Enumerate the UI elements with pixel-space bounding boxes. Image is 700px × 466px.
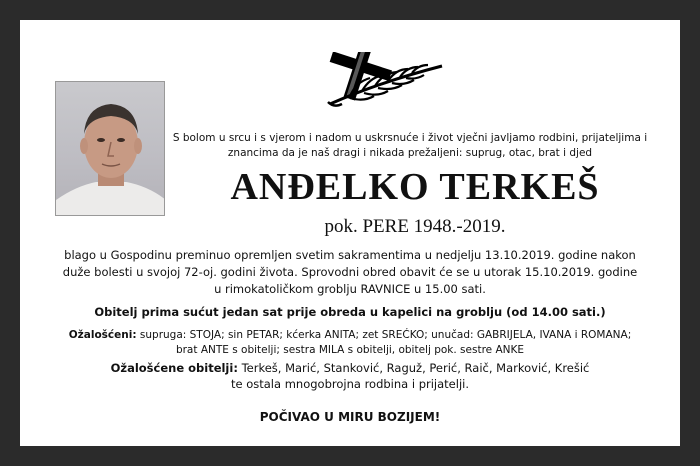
mourners-line: [40, 328, 660, 343]
intro-line: znancima da je naš dragi i nikada prežaljeni: suprug, otac, brat i djed: [227, 147, 593, 159]
families-line: te ostala mnogobrojna rodbina i prijatelji.: [230, 377, 470, 391]
mourners-label: Ožalošćeni:: [68, 329, 137, 341]
portrait-figure: [56, 82, 165, 216]
intro-text: [170, 131, 650, 161]
mourners-line: brat ANTE s obitelji; sestra MILA s obitelji, obitelj pok. sestre ANKE: [175, 344, 525, 356]
bereaved-families: [40, 360, 660, 392]
condolence-notice: Obitelj prima sućut jedan sat prije obreda u kapelici na groblju (od 14.00 sati.): [94, 305, 606, 319]
portrait-photo: [55, 81, 165, 216]
details-line: blago u Gospodinu preminuo opremljen svetim sakramentima u nedjelju 13.10.2019. godine nakon: [64, 248, 636, 262]
cross-with-palm-icon: [320, 52, 445, 112]
deceased-name: ANĐELKO TERKEŠ: [230, 166, 600, 208]
families-label: Ožalošćene obitelji:: [110, 361, 238, 375]
intro-line: S bolom u srcu i s vjerom i nadom u uskrsnuće i život vječni javljamo rodbini, prijateljima i: [172, 132, 648, 144]
details-line: u rimokatoličkom groblju RAVNICE u 15.00 sati.: [214, 282, 486, 296]
mourners-text: supruga: STOJA; sin PETAR; kćerka ANITA; zet SREĆKO; unučad: GABRIJELA, IVANA i ROMANA;: [136, 329, 632, 341]
families-text: Terkeš, Marić, Stanković, Raguž, Perić, Raič, Marković, Krešić: [237, 361, 590, 375]
closing-blessing: POČIVAO U MIRU BOZIJEM!: [259, 410, 441, 424]
death-and-funeral-details: [40, 247, 660, 298]
father-and-dates: pok. PERE 1948.-2019.: [324, 216, 506, 237]
families-line: [40, 360, 660, 376]
mourners-list: [40, 328, 660, 358]
obituary-card: [20, 20, 680, 446]
details-line: duže bolesti u svojoj 72-oj. godini života. Sprovodni obred obavit će se u utorak 15.10.2019. godine: [62, 265, 638, 279]
